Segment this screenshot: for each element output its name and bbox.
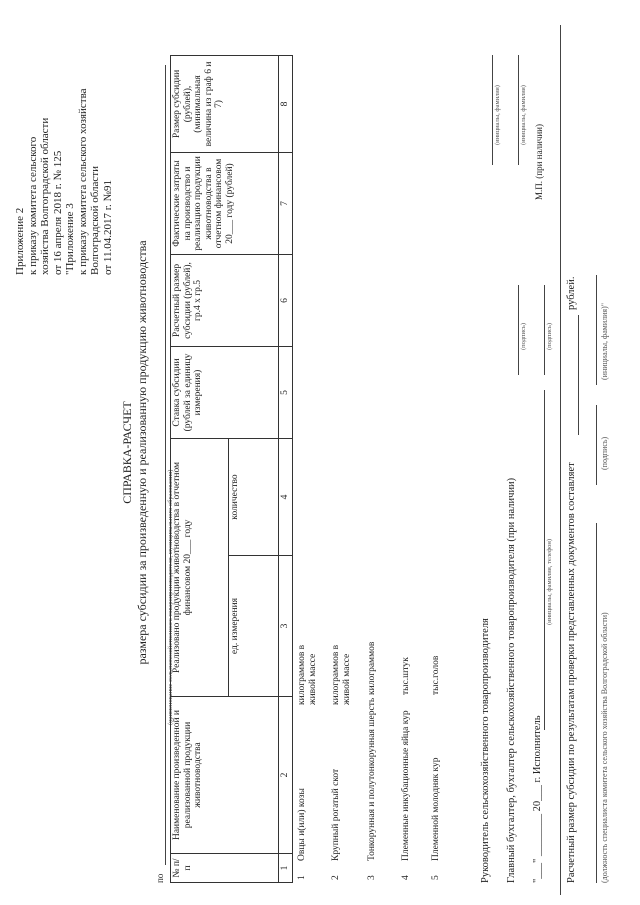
appendix-line: от 16 апреля 2018 г. № 125 (51, 150, 64, 275)
sig-exec-hint: (инициалы, фамилия, телефон) (546, 538, 553, 625)
row-name: Крупный рогатый скот (331, 768, 341, 861)
document-title: СПРАВКА-РАСЧЕТ (120, 401, 134, 504)
table-row (331, 55, 361, 883)
header-name: Наименование произведенной и реализованной продукции животноводства (171, 697, 279, 854)
rub-label: рублей. (566, 276, 577, 310)
header-qty: количество (229, 439, 279, 556)
header-actual: Фактические затраты на производство и реализацию продукции животноводства в отчетном финансовом 20___ году (рублей) (171, 153, 279, 255)
row-num: 2 (331, 875, 341, 880)
appendix-line: к приказу комитета сельского хозяйства (76, 88, 89, 275)
row-unit: тыс.голов (431, 655, 441, 695)
final-amount-line (578, 315, 579, 435)
sig-exec-sign-hint: (подпись) (546, 323, 553, 350)
sig-chief-acc: Главный бухгалтер, бухгалтер сельскохозяйственного товаропроизводителя (при наличии) (506, 477, 517, 883)
row-unit: килограммов (367, 641, 377, 695)
row-name: Племенной молодняк кур (431, 757, 441, 861)
row-num: 1 (297, 875, 307, 880)
po-hint: (наименование сельскохозяйственного товаропроизводителя, муниципального образования) (167, 469, 174, 725)
header-unit: ед. измерения (229, 556, 279, 697)
row-unit: тыс.штук (401, 657, 411, 695)
sig-head-hint: (инициалы, фамилия) (494, 85, 501, 145)
col-num: 5 (279, 347, 293, 439)
row-name: Племенные инкубационные яйца кур (401, 710, 411, 861)
row-num: 3 (367, 875, 377, 880)
table-row (367, 55, 397, 883)
col-num: 1 (279, 854, 293, 883)
separator-line (560, 25, 561, 895)
po-label: по (155, 873, 165, 883)
table-row (297, 55, 327, 883)
sig-acc-name-line (518, 55, 519, 165)
row-unit: килограммов в живой массе (331, 644, 352, 705)
final-amount-text: Расчетный размер субсидии по результатам проверки представленных документов составляет (566, 462, 577, 883)
col-num: 2 (279, 697, 293, 854)
sig-acc-sign-line (518, 285, 519, 375)
official-hint: (должность специалиста комитета сельского хозяйства Волгоградской области) (600, 612, 609, 883)
table-row (401, 55, 431, 883)
row-unit: килограммов в живой массе (297, 644, 318, 705)
row-num: 5 (431, 875, 441, 880)
calc-table (170, 55, 293, 883)
official-name-hint: (инициалы, фамилия)" (600, 302, 609, 380)
official-name-line (596, 275, 597, 385)
po-underline (165, 65, 166, 865)
appendix-block (14, 15, 114, 275)
table-row (431, 55, 461, 883)
row-num: 4 (401, 875, 411, 880)
stamp-place: М.П. (при наличии) (534, 124, 544, 200)
row-name: Тонкорунная и полутонкорунная шерсть (367, 697, 377, 861)
official-line (596, 523, 597, 883)
col-num: 7 (279, 153, 293, 255)
header-realized: Реализовано продукции животноводства в отчетном финансовом 20___ году (171, 439, 229, 697)
header-calc: Расчетный размер субсидии (рублей), гр.4 х гр.5 (171, 255, 279, 347)
sig-acc-name-hint: (инициалы, фамилия) (520, 85, 527, 145)
appendix-line: хозяйства Волгоградской области (39, 117, 51, 275)
header-size: Размер субсидии (рублей), (минимальная величина из граф 6 и 7) (171, 56, 279, 153)
col-num: 8 (279, 56, 293, 153)
sig-exec-sign-line (544, 285, 545, 375)
sig-head: Руководитель сельскохозяйственного товаропроизводителя (480, 618, 491, 883)
official-sign-line (596, 405, 597, 485)
sig-exec-line (544, 390, 545, 730)
col-num: 6 (279, 255, 293, 347)
appendix-line: от 11.04.2017 г. №91 (101, 179, 114, 275)
sig-acc-sign-hint: (подпись) (520, 323, 527, 350)
header-num: № п/п (171, 854, 279, 883)
sig-executor: "___" ________ 20___ г. Исполнитель (532, 715, 543, 883)
col-num: 4 (279, 439, 293, 556)
col-num: 3 (279, 556, 293, 697)
appendix-line: "Приложение 3 (64, 203, 76, 275)
header-rate: Ставка субсидии (рублей за единицу измерения) (171, 347, 279, 439)
document-subtitle: размера субсидии за произведенную и реализованную продукцию животноводства (135, 240, 149, 665)
row-name: Овцы и(или) козы (297, 788, 307, 861)
appendix-line: Приложение 2 (14, 207, 26, 275)
appendix-line: к приказу комитета сельского (26, 136, 39, 275)
official-sign-hint: (подпись) (600, 436, 609, 470)
sig-head-line (492, 55, 493, 165)
appendix-line: Волгоградской области (89, 166, 101, 275)
